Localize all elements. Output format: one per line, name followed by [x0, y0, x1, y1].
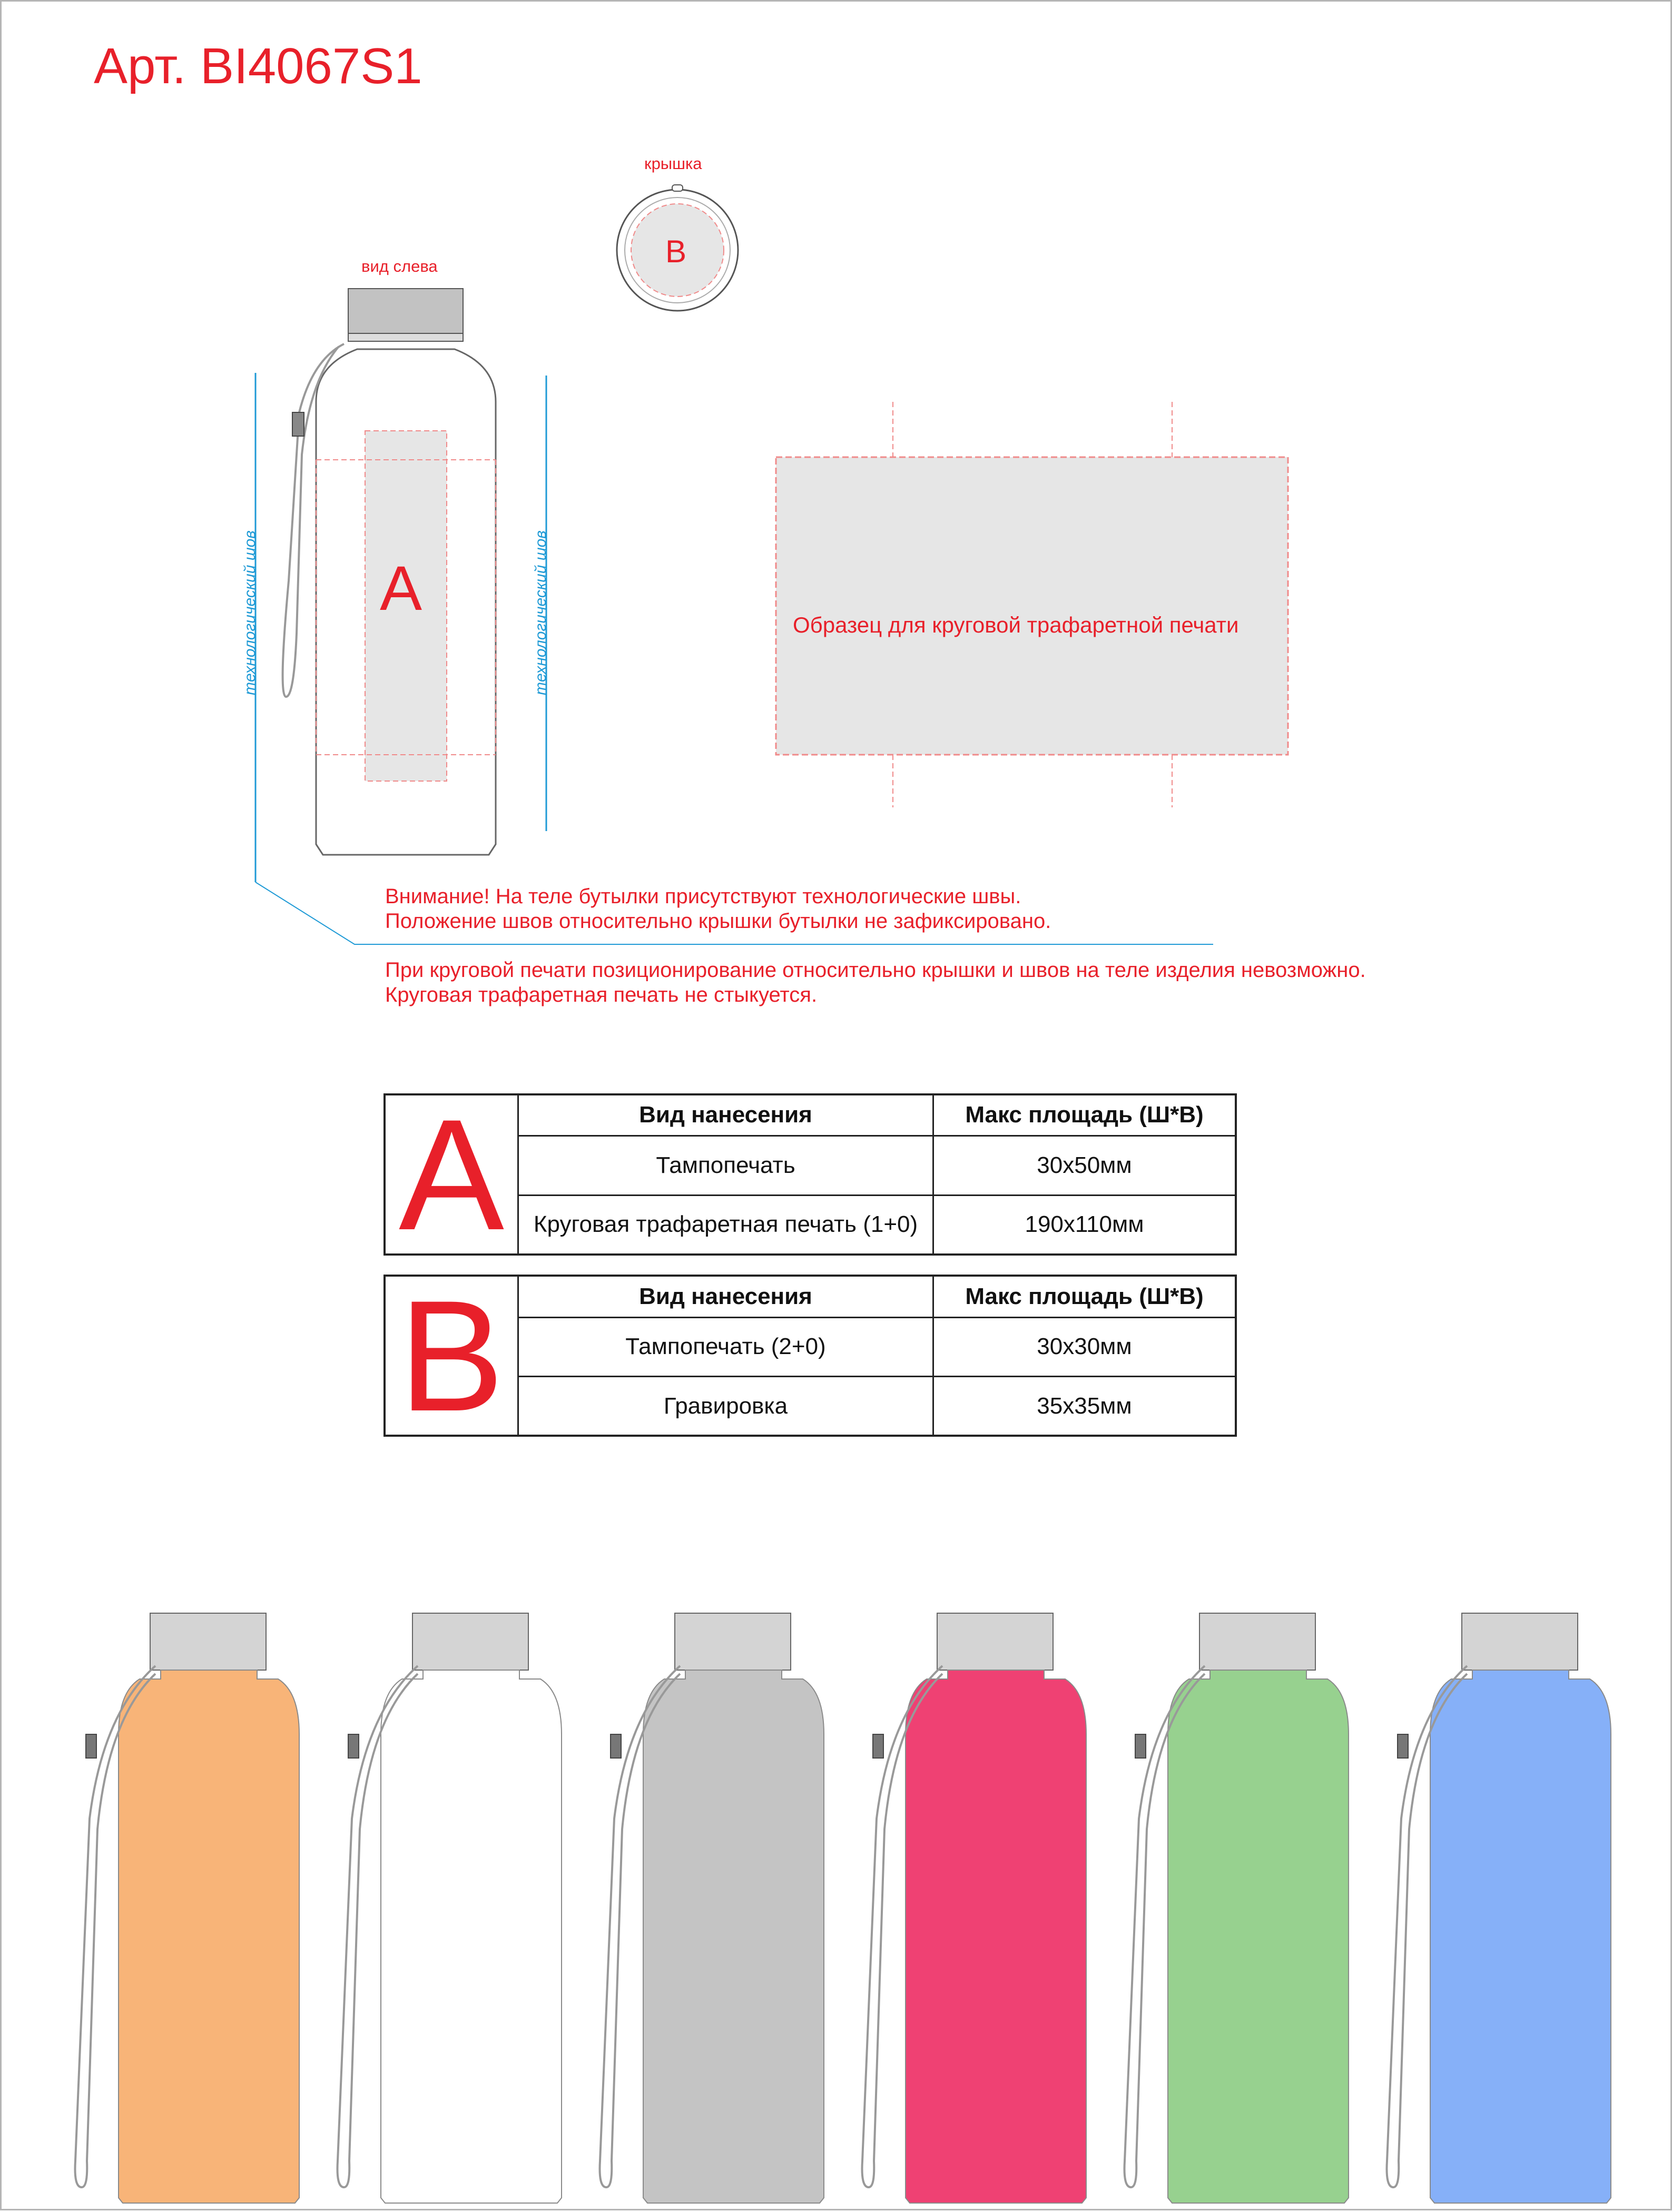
- strap-clip: [611, 1734, 621, 1758]
- bottle-body: [1168, 1670, 1349, 2203]
- table-cell: Гравировка: [518, 1377, 933, 1436]
- bottle-cap: [412, 1613, 528, 1670]
- strap-clip: [1398, 1734, 1408, 1758]
- side-view-label: вид слева: [361, 257, 438, 275]
- notice-line: При круговой печати позиционирование относительно крышки и швов на теле изделия невозможно.: [385, 959, 1366, 982]
- article-title: Арт. BI4067S1: [94, 38, 422, 94]
- strap-clip: [348, 1734, 359, 1758]
- bottle-body: [381, 1670, 562, 2203]
- bottle-variants: [75, 1613, 1611, 2203]
- spec-table-a: [383, 1086, 1237, 1263]
- bottle-variant: [862, 1613, 1087, 2203]
- bottle-variant: [600, 1613, 824, 2203]
- sample-text: Образец для круговой трафаретной печати: [793, 613, 1239, 637]
- bottle-cap: [150, 1613, 266, 1670]
- circular-print-sample: [776, 402, 1288, 807]
- table-cell: 30x50мм: [933, 1135, 1236, 1195]
- seam-label-right: технологический шов: [532, 530, 549, 695]
- strap-clip: [86, 1734, 96, 1758]
- bottle-cap: [675, 1613, 791, 1670]
- table-header: Макс площадь (Ш*В): [933, 1276, 1236, 1317]
- table-cell: 35x35мм: [933, 1377, 1236, 1436]
- bottle-cap: [1199, 1613, 1315, 1670]
- table-header: Вид нанесения: [518, 1094, 933, 1135]
- spec-table-b: [383, 1267, 1237, 1444]
- bottle-variant: [1125, 1613, 1349, 2203]
- notice-line: Внимание! На теле бутылки присутствуют технологические швы.: [385, 885, 1021, 908]
- bottle-variant: [338, 1613, 562, 2203]
- bottle-cap: [1462, 1613, 1578, 1670]
- strap-clip: [1135, 1734, 1146, 1758]
- cap-label: крышка: [644, 154, 702, 173]
- table-cell: 30x30мм: [933, 1317, 1236, 1376]
- bottle-body: [906, 1670, 1086, 2203]
- bottle-body: [119, 1670, 299, 2203]
- cap-zone-letter: B: [665, 234, 687, 269]
- bottle-body: [643, 1670, 824, 2203]
- notice-warning: [385, 884, 1051, 934]
- notice-line: Положение швов относительно крышки бутылки не зафиксировано.: [385, 910, 1051, 933]
- bottle-body: [1430, 1670, 1611, 2203]
- strap-clip: [873, 1734, 883, 1758]
- seam-label-left: технологический шов: [241, 530, 259, 695]
- table-letter: B: [385, 1276, 518, 1436]
- table-header: Макс площадь (Ш*В): [933, 1094, 1236, 1135]
- table-cell: Тампопечать: [518, 1135, 933, 1195]
- notice-line: Круговая трафаретная печать не стыкуется.: [385, 983, 818, 1006]
- table-header: Вид нанесения: [518, 1276, 933, 1317]
- table-cell: 190x110мм: [933, 1195, 1236, 1255]
- bottle-cap: [937, 1613, 1053, 1670]
- bottle-variant: [75, 1613, 300, 2203]
- bottle-variant: [1387, 1613, 1611, 2203]
- table-letter: A: [385, 1094, 518, 1255]
- zone-a-letter: A: [380, 553, 422, 624]
- notice-circular: [385, 958, 1366, 1008]
- table-cell: Круговая трафаретная печать (1+0): [518, 1195, 933, 1255]
- table-cell: Тампопечать (2+0): [518, 1317, 933, 1376]
